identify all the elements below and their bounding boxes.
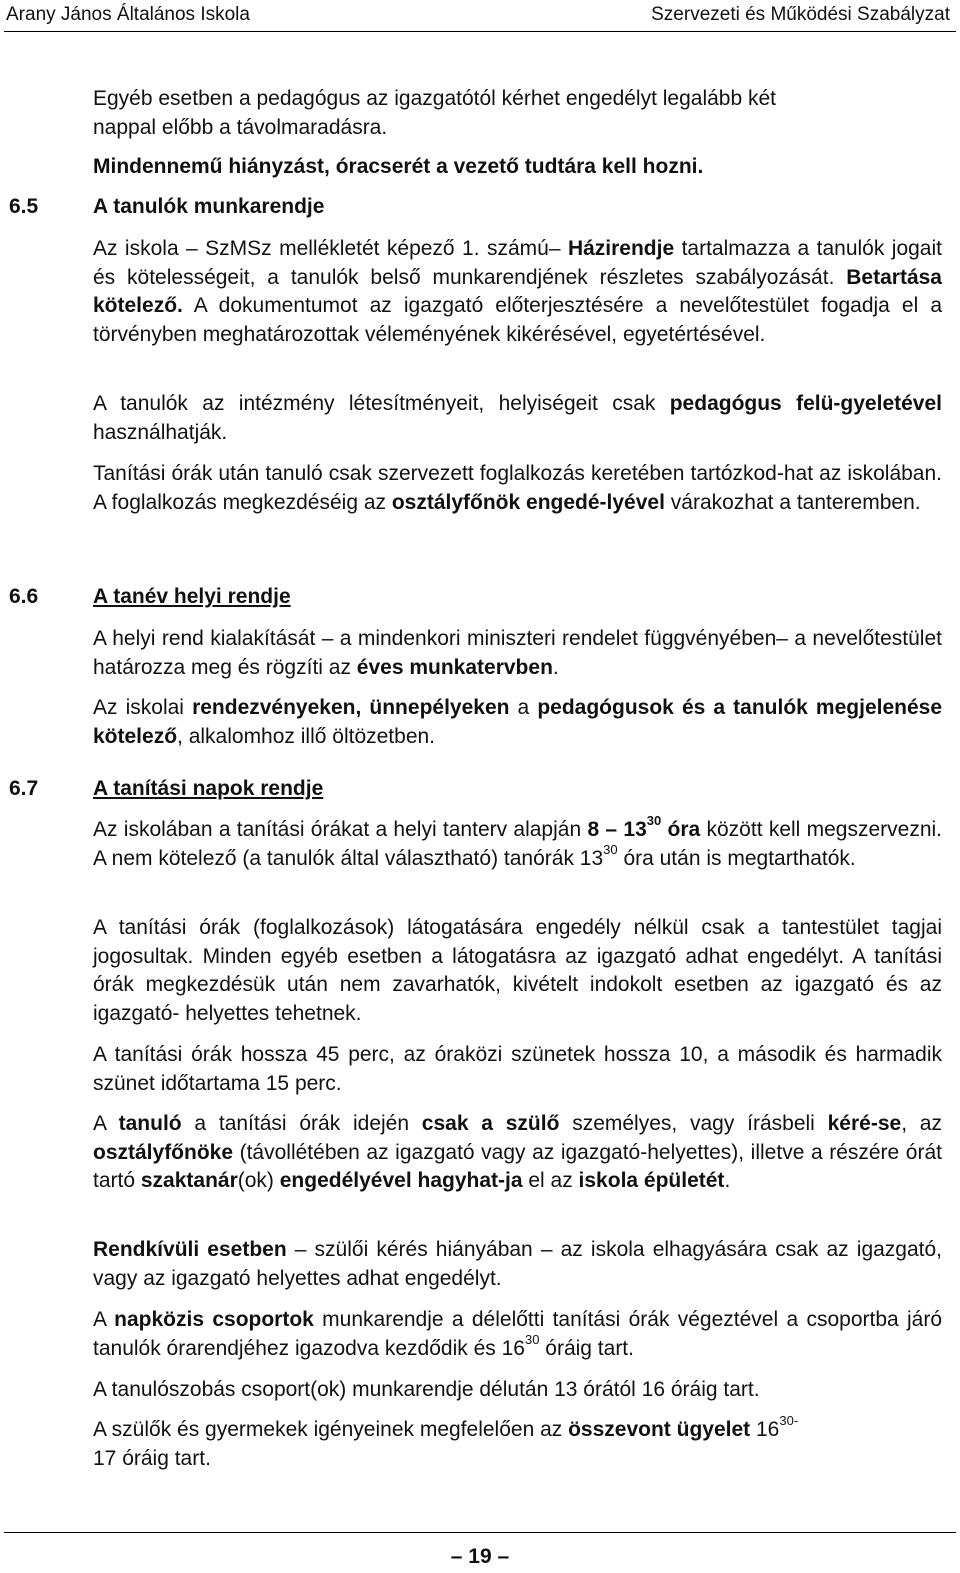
visits-paragraph: A tanítási órák (foglalkozások) látogatására engedély nélkül csak a tantestület tagjai jogosultak. Minden egyéb esetben a látogatásra az igazgató adhat engedélyt. A tanítási órák megkezdésük után nem zavarhatók, kivételt indokolt esetben az igazgató és az igazgató- helyettes tehetnek. <box>93 916 942 1025</box>
after-class-paragraph: Tanítási órák után tanuló csak szervezett foglalkozás keretében tartózkod-hat az iskolában. A foglalkozás megkezdéséig az osztályfőnök engedé-lyével várakozhat a tanteremben. <box>93 462 942 514</box>
absence-notice: Mindennemű hiányzást, óracserét a vezető tudtára kell hozni. <box>93 155 704 178</box>
footer-rule <box>4 1532 956 1533</box>
class-hours-paragraph: Az iskolában a tanítási órákat a helyi tanterv alapján $8 - 13^{30}$ óra között kell megszervezni. A nem kötelező (a tanulók által választható) tanórák $13^{30}$ óra után is megtarthatók. <box>93 813 943 870</box>
header-rule <box>4 31 956 32</box>
section-title: A tanítási napok rendje <box>93 777 324 800</box>
section-6-6-heading <box>9 585 291 609</box>
daycare-paragraph: A napközis csoportok munkarendje a délelőtti tanítási órák végeztével a csoportba járó tanulók órarendjéhez igazodva kezdődik és $16^{30}$ óráig tart. <box>93 1308 943 1360</box>
leaving-school-paragraph: A tanuló a tanítási órák idején csak a szülő személyes, vagy írásbeli kéré-se, az osztályfőnöke (távollétében az igazgató vagy az igazgató-helyettes), illetve a részére órát tartó szaktanár(ok) engedélyével hagyhat-ja el az iskola épületét. <box>93 1112 942 1192</box>
study-room-paragraph: A tanulószobás csoport(ok) munkarendje délután 13 órától 16 óráig tart. <box>93 1378 760 1401</box>
section-number: 6.5 <box>9 195 39 218</box>
section-6-7-heading <box>9 777 323 801</box>
lesson-length-paragraph: A tanítási órák hossza 45 perc, az óraközi szünetek hossza 10, a második és harmadik szünet időtartama 15 perc. <box>93 1043 942 1095</box>
page-header <box>0 0 960 28</box>
supervision-paragraph: A szülők és gyermekek igényeinek megfelelően az összevont ügyelet $16^{30-}$ 17 óráig tart. <box>93 1413 799 1470</box>
facilities-paragraph: A tanulók az intézmény létesítményeit, helyiségeit csak pedagógus felü-gyeletével használhatják. <box>93 392 942 444</box>
section-title: A tanév helyi rendje <box>93 585 291 608</box>
section-number: 6.7 <box>9 777 39 800</box>
section-6-5-heading <box>9 195 324 219</box>
section-title: A tanulók munkarendje <box>93 195 325 218</box>
events-dress-paragraph: Az iskolai rendezvényeken, ünnepélyeken a pedagógusok és a tanulók megjelenése kötelező, alkalomhoz illő öltözetben. <box>93 696 943 748</box>
house-rules-paragraph: Az iskola – SzMSz mellékletét képező 1. számú– Házirendje tartalmazza a tanulók jogait és kötelességeit, a tanulók belső munkarendjének részletes szabályozását. Betartása kötelező. A dokumentumot az igazgató előterjesztésére a nevelőtestület fogadja el a törvényben meghatározottak véleményének kikérésével, egyetértésével. <box>93 237 942 346</box>
intro-paragraph: Egyéb esetben a pedagógus az igazgatótól kérhet engedélyt legalább két nappal előbb a távolmaradásra. <box>93 87 777 139</box>
page-number: – 19 – <box>450 1545 510 1568</box>
local-order-paragraph: A helyi rend kialakítását – a mindenkori miniszteri rendelet függvényében– a nevelőtestület határozza meg és rögzíti az éves munkatervben. <box>93 627 942 679</box>
document-title: Szervezeti és Működési Szabályzat <box>651 4 950 25</box>
emergency-paragraph: Rendkívüli esetben – szülői kérés hiányában – az iskola elhagyására csak az igazgató, vagy az igazgató helyettes adhat engedélyt. <box>93 1238 943 1290</box>
section-number: 6.6 <box>9 585 39 608</box>
school-name: Arany János Általános Iskola <box>6 4 250 25</box>
